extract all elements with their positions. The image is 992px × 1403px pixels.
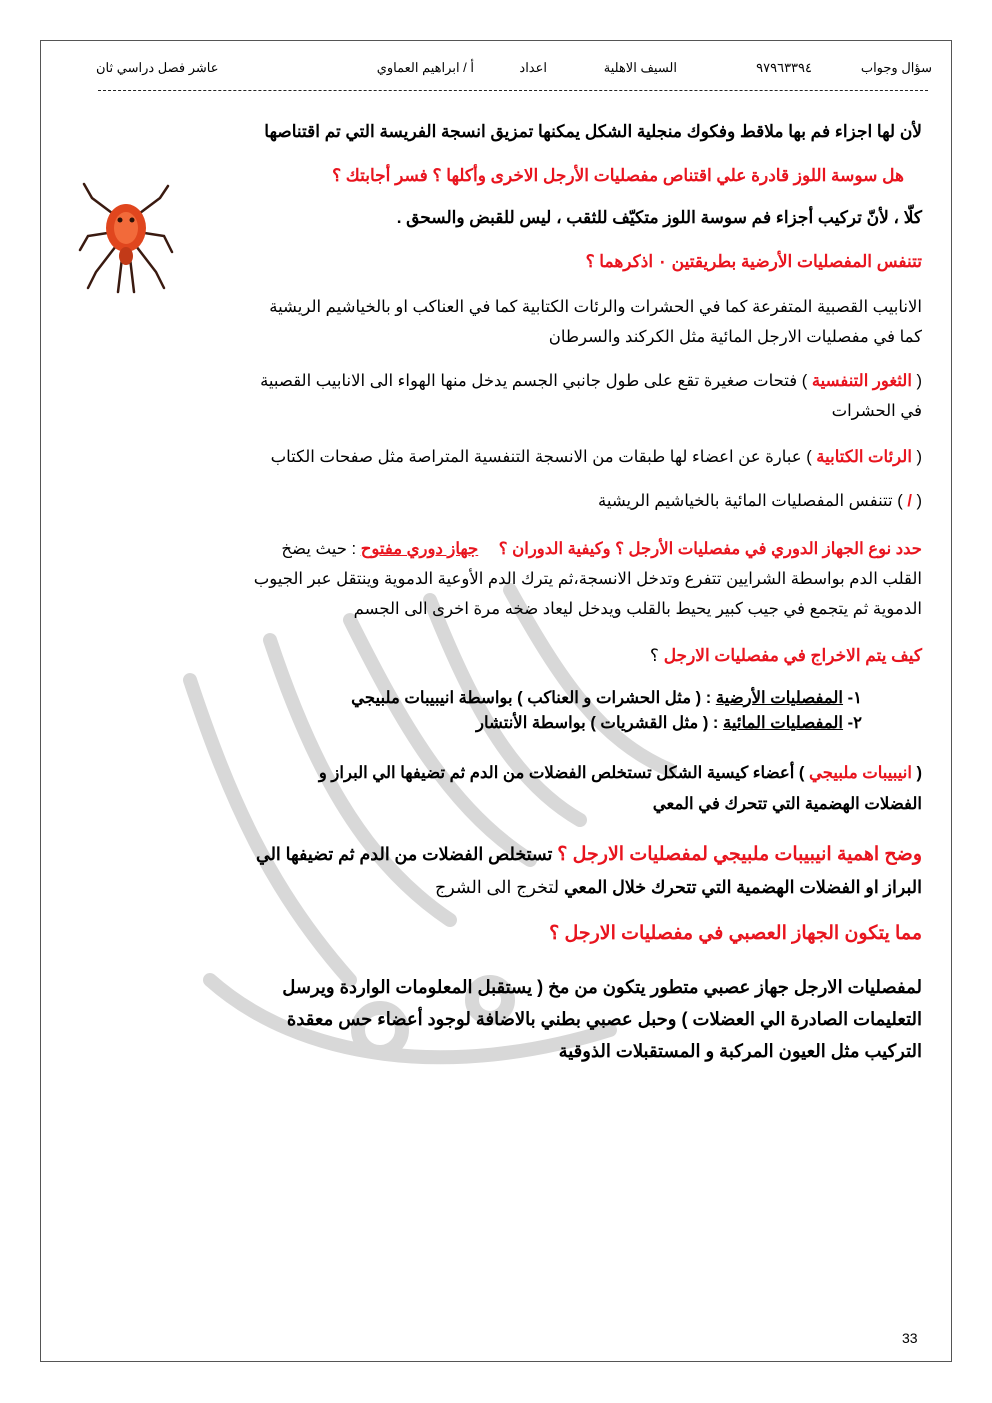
page-number: 33 (902, 1330, 918, 1346)
question-6: مما يتكون الجهاز العصبي في مفصليات الارجل ؟ (549, 923, 922, 944)
definition-text: عبارة عن اعضاء لها طبقات من الانسجة التنفسية المتراصة مثل صفحات الكتاب (270, 448, 802, 466)
answer-3-text: : حيث يضخ (281, 540, 357, 558)
answer-3-line-2: القلب الدم بواسطة الشرايين تتفرع وتدخل الانسجة،ثم يترك الدم الأوعية الدموية وينتقل عبر الجيوب (253, 570, 922, 588)
list-item (68, 711, 862, 736)
header-grade: عاشر فصل دراسي ثان (96, 60, 219, 75)
question-3-block (68, 534, 922, 624)
page-content (68, 108, 922, 1067)
paren-close: ) (801, 372, 808, 390)
answer-3-line-3: الدموية ثم يتجمع في جيب كبير يحيط بالقلب ويدخل ليعاد ضخه مرة اخرى الى الجسم (353, 600, 922, 618)
term-spiracles: الثغور التنفسية (811, 372, 912, 390)
list-item-text: : ( مثل الحشرات و العناكب ) بواسطة انيبيبات ملبيجي (351, 689, 712, 707)
term-slash: / (907, 492, 912, 510)
question-4-mark: ؟ (649, 646, 659, 665)
paren-close: ) (806, 448, 812, 466)
definition-text: في الحشرات (831, 402, 922, 420)
list-item-term: المفصليات المائية (723, 714, 844, 732)
excretion-list (68, 686, 862, 736)
definition-malpighian (68, 758, 922, 820)
header-prepared-label: اعداد (519, 60, 547, 75)
question-5-block (68, 838, 922, 904)
answer-2-line-2: كما في مفصليات الارجل المائية مثل الكركند والسرطان (548, 328, 922, 346)
header-subject: سؤال وجواب (860, 60, 932, 75)
answer-1: كلّا ، لأنّ تركيب أجزاء فم سوسة اللوز متكيّف للثقب ، ليس للقبض والسحق . (396, 208, 922, 227)
question-1: هل سوسة اللوز قادرة علي اقتناص مفصليات الأرجل الاخرى وأكلها ؟ فسر أجابتك ؟ (332, 166, 904, 185)
paren-open: ( (916, 492, 922, 510)
answer-6 (68, 971, 922, 1067)
paren-open: ( (916, 764, 922, 782)
answer-line-1: لأن لها اجزاء فم بها ملاقط وفكوك منجلية الشكل يمكنها تمزيق انسجة الفريسة التي تم اقتناصها (264, 122, 922, 141)
question-3: حدد نوع الجهاز الدوري في مفصليات الأرجل ؟ وكيفية الدوران ؟ (498, 540, 922, 558)
definition-book-lungs (68, 442, 922, 472)
header-phone: ٩٧٩٦٣٣٩٤ (756, 60, 812, 75)
paren-open: ( (916, 372, 922, 390)
list-item-text: : ( مثل القشريات ) بواسطة الأنتشار (476, 714, 719, 732)
answer-5-part-2: البراز او الفضلات الهضمية التي تتحرك خلال المعي (563, 877, 922, 897)
question-5: وضح اهمية انيبيبات ملبيجي لمفصليات الارجل ؟ (557, 844, 922, 865)
definition-spiracles (68, 366, 922, 426)
header-school: السيف الاهلية (603, 60, 677, 75)
answer-2-line-1: الانابيب القصبية المتفرعة كما في الحشرات والرئات الكتابية كما في العناكب او بالخياشيم الريشية (269, 298, 922, 316)
list-item-number: ٢- (847, 714, 862, 732)
definition-text: الفضلات الهضمية التي تتحرك في المعي (652, 795, 922, 813)
answer-2 (68, 292, 922, 352)
question-4-text: كيف يتم الاخراج في مفصليات الارجل (663, 646, 922, 665)
page-header (60, 60, 932, 84)
paren-open: ( (916, 448, 922, 466)
definition-text: أعضاء كيسية الشكل تستخلص الفضلات من الدم ثم تضيفها الي البراز و (318, 764, 795, 782)
question-2: تتنفس المفصليات الأرضية بطريقتين ٠ اذكرهما ؟ (585, 252, 922, 271)
answer-6-line-3: التركيب مثل العيون المركبة و المستقبلات الذوقية (558, 1041, 922, 1061)
term-book-lungs: الرئات الكتابية (816, 448, 912, 466)
list-item-term: المفصليات الأرضية (715, 689, 844, 707)
term-malpighian: انيبيبات ملبيجي (809, 764, 912, 782)
answer-5-part-1: تستخلص الفضلات من الدم ثم تضيفها الي (256, 844, 553, 864)
definition-gills (68, 486, 922, 516)
list-item (68, 686, 862, 711)
header-author: أ / ابراهيم العماوي (376, 60, 474, 75)
question-4 (68, 646, 922, 666)
answer-5-part-3: لتخرج الى الشرج (434, 877, 560, 897)
paren-close: ) (798, 764, 805, 782)
answer-6-line-2: التعليمات الصادرة الي العضلات ) وحبل عصبي بطني بالاضافة لوجود أعضاء حس معقدة (286, 1009, 922, 1029)
definition-text: تتنفس المفصليات المائية بالخياشيم الريشية (598, 492, 893, 510)
answer-6-line-1: لمفصليات الارجل جهاز عصبي متطور يتكون من مخ ( يستقبل المعلومات الواردة ويرسل (282, 977, 922, 997)
definition-text: فتحات صغيرة تقع على طول جانبي الجسم يدخل منها الهواء الى الانابيب القصبية (260, 372, 798, 390)
answer-3-title: جهاز دوري مفتوح (360, 540, 479, 558)
paren-close: ) (897, 492, 903, 510)
header-divider (98, 90, 928, 91)
list-item-number: ١- (847, 689, 862, 707)
